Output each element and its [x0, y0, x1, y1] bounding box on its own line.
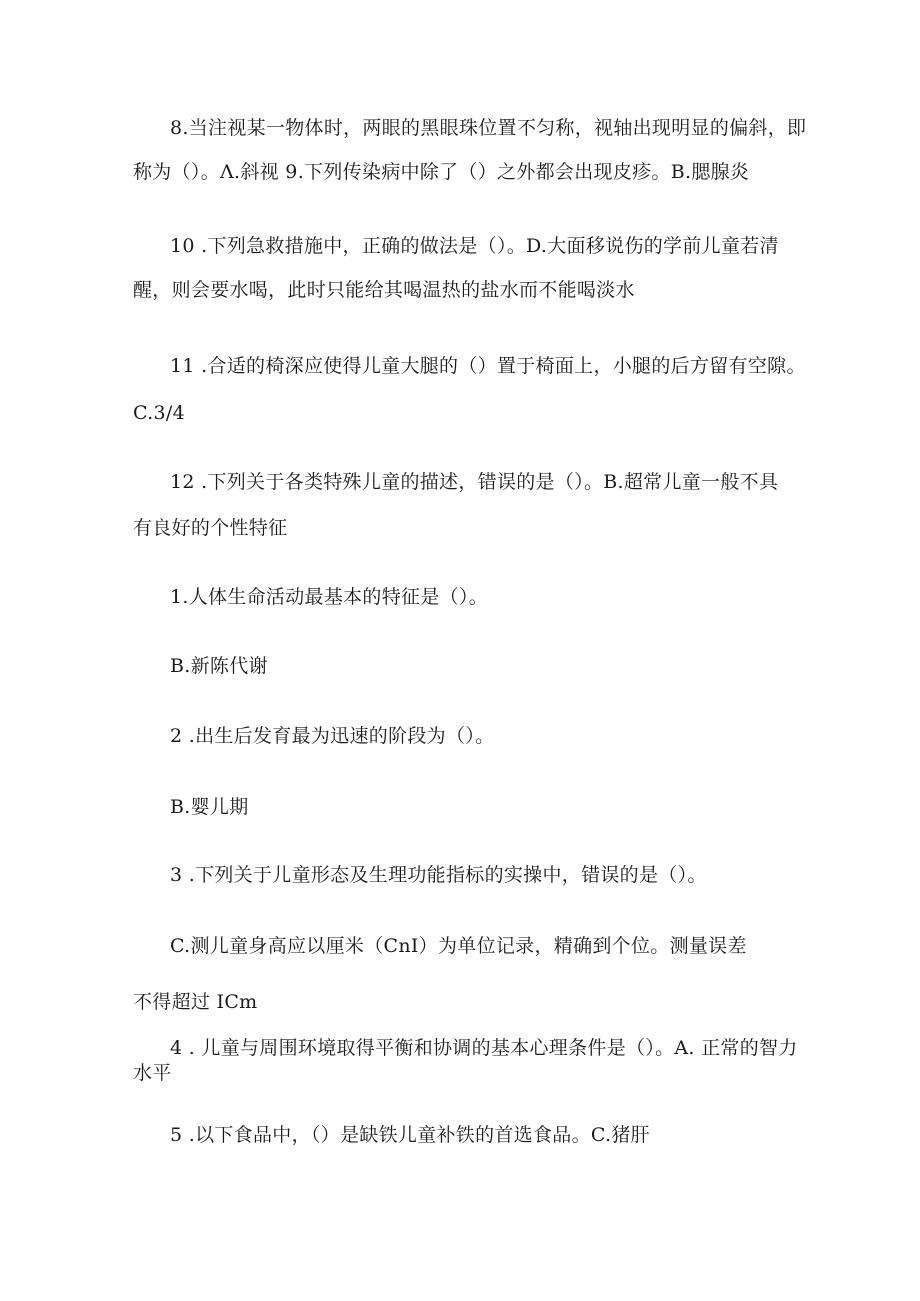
text-line: C.测儿童身高应以厘米（CnI）为单位记录，精确到个位。测量误差: [170, 935, 747, 957]
text-line: 不得超过 ICm: [133, 991, 258, 1013]
text-line: B.婴儿期: [170, 796, 249, 818]
text-line: 12 .下列关于各类特殊儿童的描述，错误的是（）。B.超常儿童一般不具: [170, 471, 779, 493]
text-line: 2 .出生后发育最为迅速的阶段为（）。: [170, 725, 495, 747]
text-line: 4 . 儿童与周围环境取得平衡和协调的基本心理条件是（）。A. 正常的智力: [170, 1037, 798, 1059]
text-line: 称为（）。Λ.斜视 9.下列传染病中除了（）之外都会出现皮疹。B.腮腺炎: [133, 161, 750, 183]
text-line: 10 .下列急救措施中，正确的做法是（）。D.大面移说伤的学前儿童若清: [170, 235, 779, 257]
text-line: 5 .以下食品中，（）是缺铁儿童补铁的首选食品。C.猪肝: [170, 1124, 650, 1146]
text-line: B.新陈代谢: [170, 655, 268, 677]
text-line: 有良好的个性特征: [133, 517, 288, 539]
text-line: 3 .下列关于儿童形态及生理功能指标的实操中，错误的是（）。: [170, 864, 707, 886]
text-line: C.3/4: [133, 402, 185, 424]
text-line: 11 .合适的椅深应使得儿童大腿的（）置于椅面上，小腿的后方留有空隙。: [170, 355, 806, 377]
text-line: 水平: [133, 1062, 172, 1084]
text-line: 8.当注视某一物体时，两眼的黑眼珠位置不匀称，视轴出现明显的偏斜，即: [170, 117, 807, 139]
text-line: 醒，则会要水喝，此时只能给其喝温热的盐水而不能喝淡水: [133, 279, 635, 301]
text-line: 1.人体生命活动最基本的特征是（）。: [170, 586, 489, 608]
